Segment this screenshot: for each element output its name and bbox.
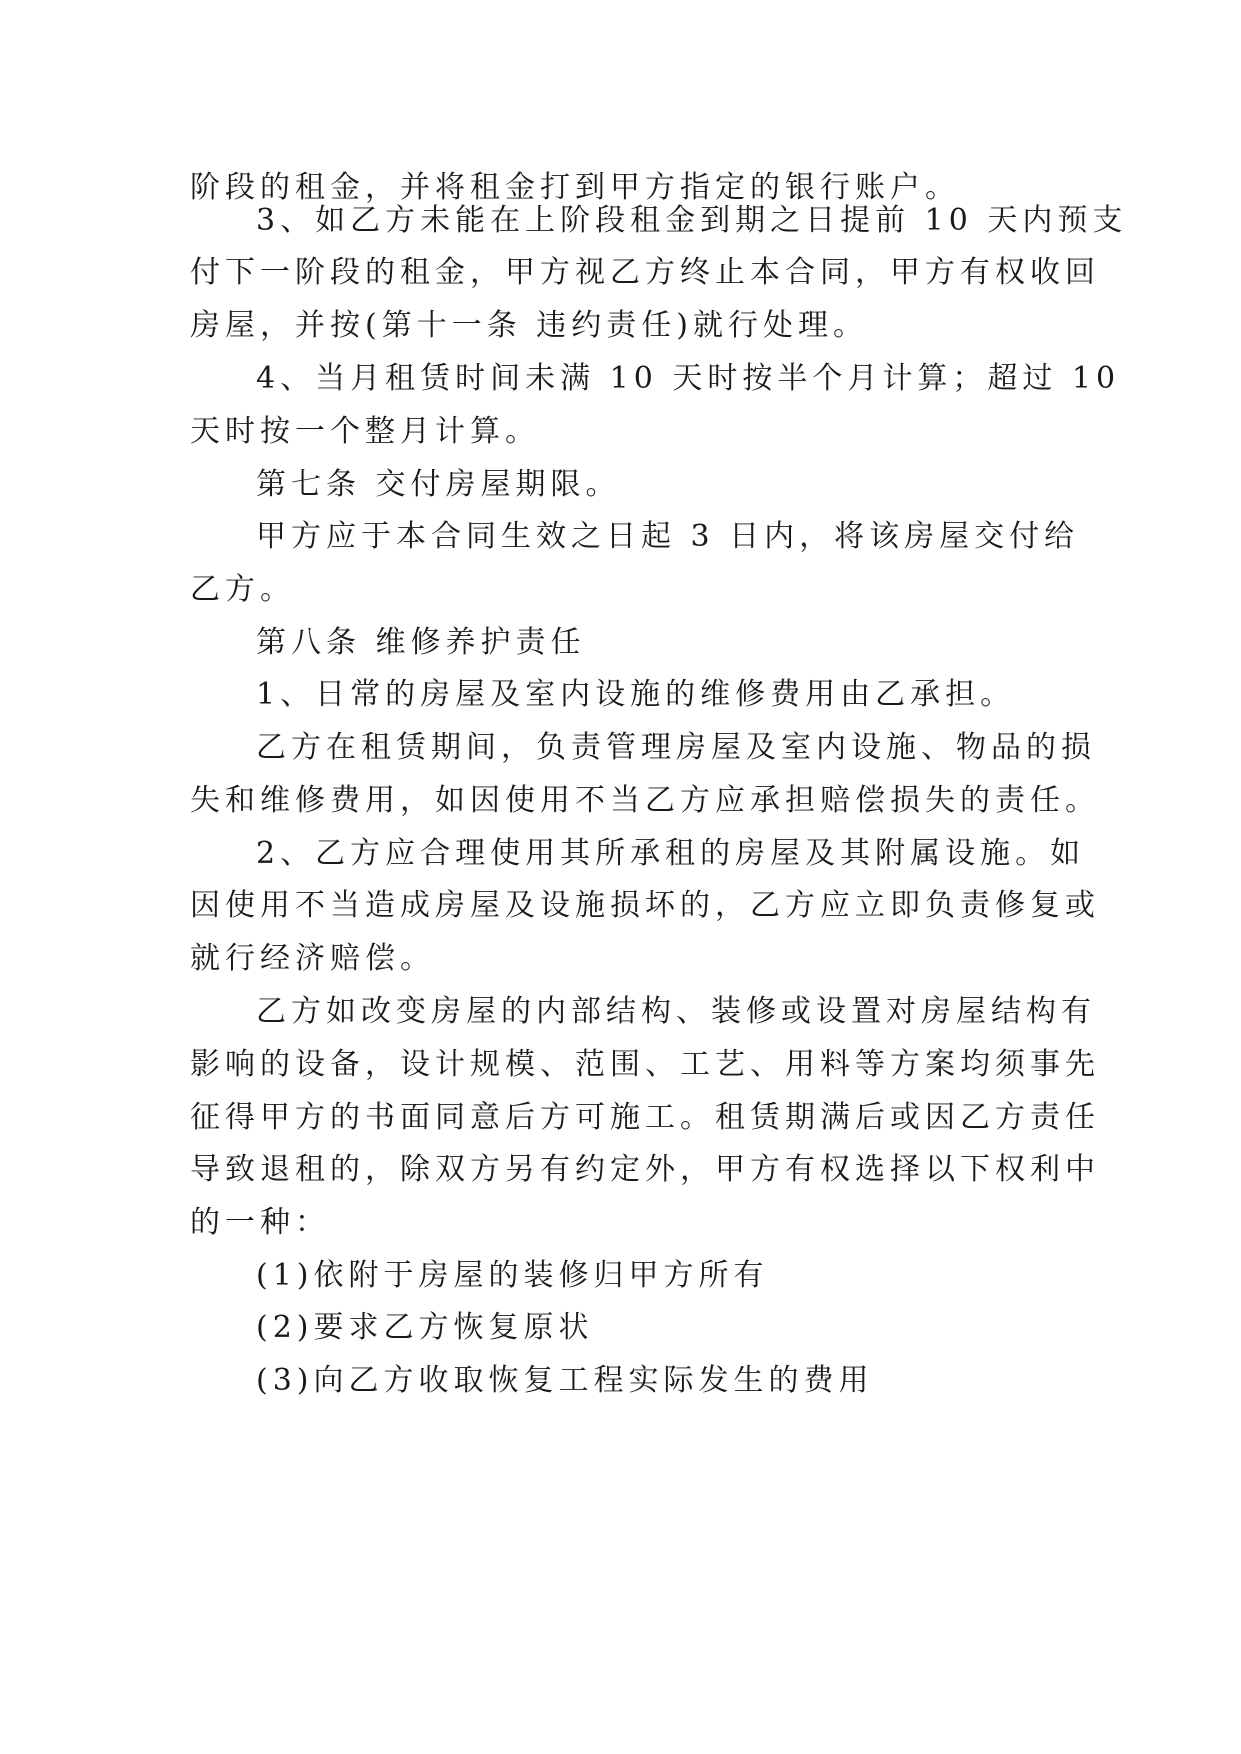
text-line: 房屋，并按(第十一条 违约责任)就行处理。 <box>190 308 868 343</box>
text-line: 天时按一个整月计算。 <box>190 414 540 449</box>
text-line: 导致退租的，除双方另有约定外，甲方有权选择以下权利中 <box>190 1152 1100 1187</box>
text-line: 阶段的租金，并将租金打到甲方指定的银行账户。 <box>190 170 960 205</box>
text-line: 征得甲方的书面同意后方可施工。租赁期满后或因乙方责任 <box>190 1100 1100 1135</box>
text-line: 失和维修费用，如因使用不当乙方应承担赔偿损失的责任。 <box>190 783 1100 818</box>
section-heading: 第七条 交付房屋期限。 <box>256 467 621 502</box>
text-line: 就行经济赔偿。 <box>190 941 435 976</box>
text-line: 乙方。 <box>190 572 295 607</box>
text-line: 3、如乙方未能在上阶段租金到期之日提前 10 天内预支 <box>256 203 1128 238</box>
text-line: 因使用不当造成房屋及设施损坏的，乙方应立即负责修复或 <box>190 888 1100 923</box>
list-item: (2)要求乙方恢复原状 <box>256 1310 594 1345</box>
list-item: (3)向乙方收取恢复工程实际发生的费用 <box>256 1363 874 1398</box>
text-line: 乙方如改变房屋的内部结构、装修或设置对房屋结构有 <box>256 994 1096 1029</box>
list-item: (1)依附于房屋的装修归甲方所有 <box>256 1258 769 1293</box>
text-line: 1、日常的房屋及室内设施的维修费用由乙承担。 <box>256 677 1016 712</box>
text-line: 甲方应于本合同生效之日起 3 日内，将该房屋交付给 <box>256 519 1080 554</box>
text-line: 的一种： <box>190 1205 330 1240</box>
text-line: 4、当月租赁时间未满 10 天时按半个月计算；超过 10 <box>256 361 1121 396</box>
section-heading: 第八条 维修养护责任 <box>256 625 586 660</box>
text-line: 乙方在租赁期间，负责管理房屋及室内设施、物品的损 <box>256 730 1096 765</box>
text-line: 付下一阶段的租金，甲方视乙方终止本合同，甲方有权收回 <box>190 255 1100 290</box>
text-line: 影响的设备，设计规模、范围、工艺、用料等方案均须事先 <box>190 1047 1100 1082</box>
text-line: 2、乙方应合理使用其所承租的房屋及其附属设施。如 <box>256 836 1086 871</box>
